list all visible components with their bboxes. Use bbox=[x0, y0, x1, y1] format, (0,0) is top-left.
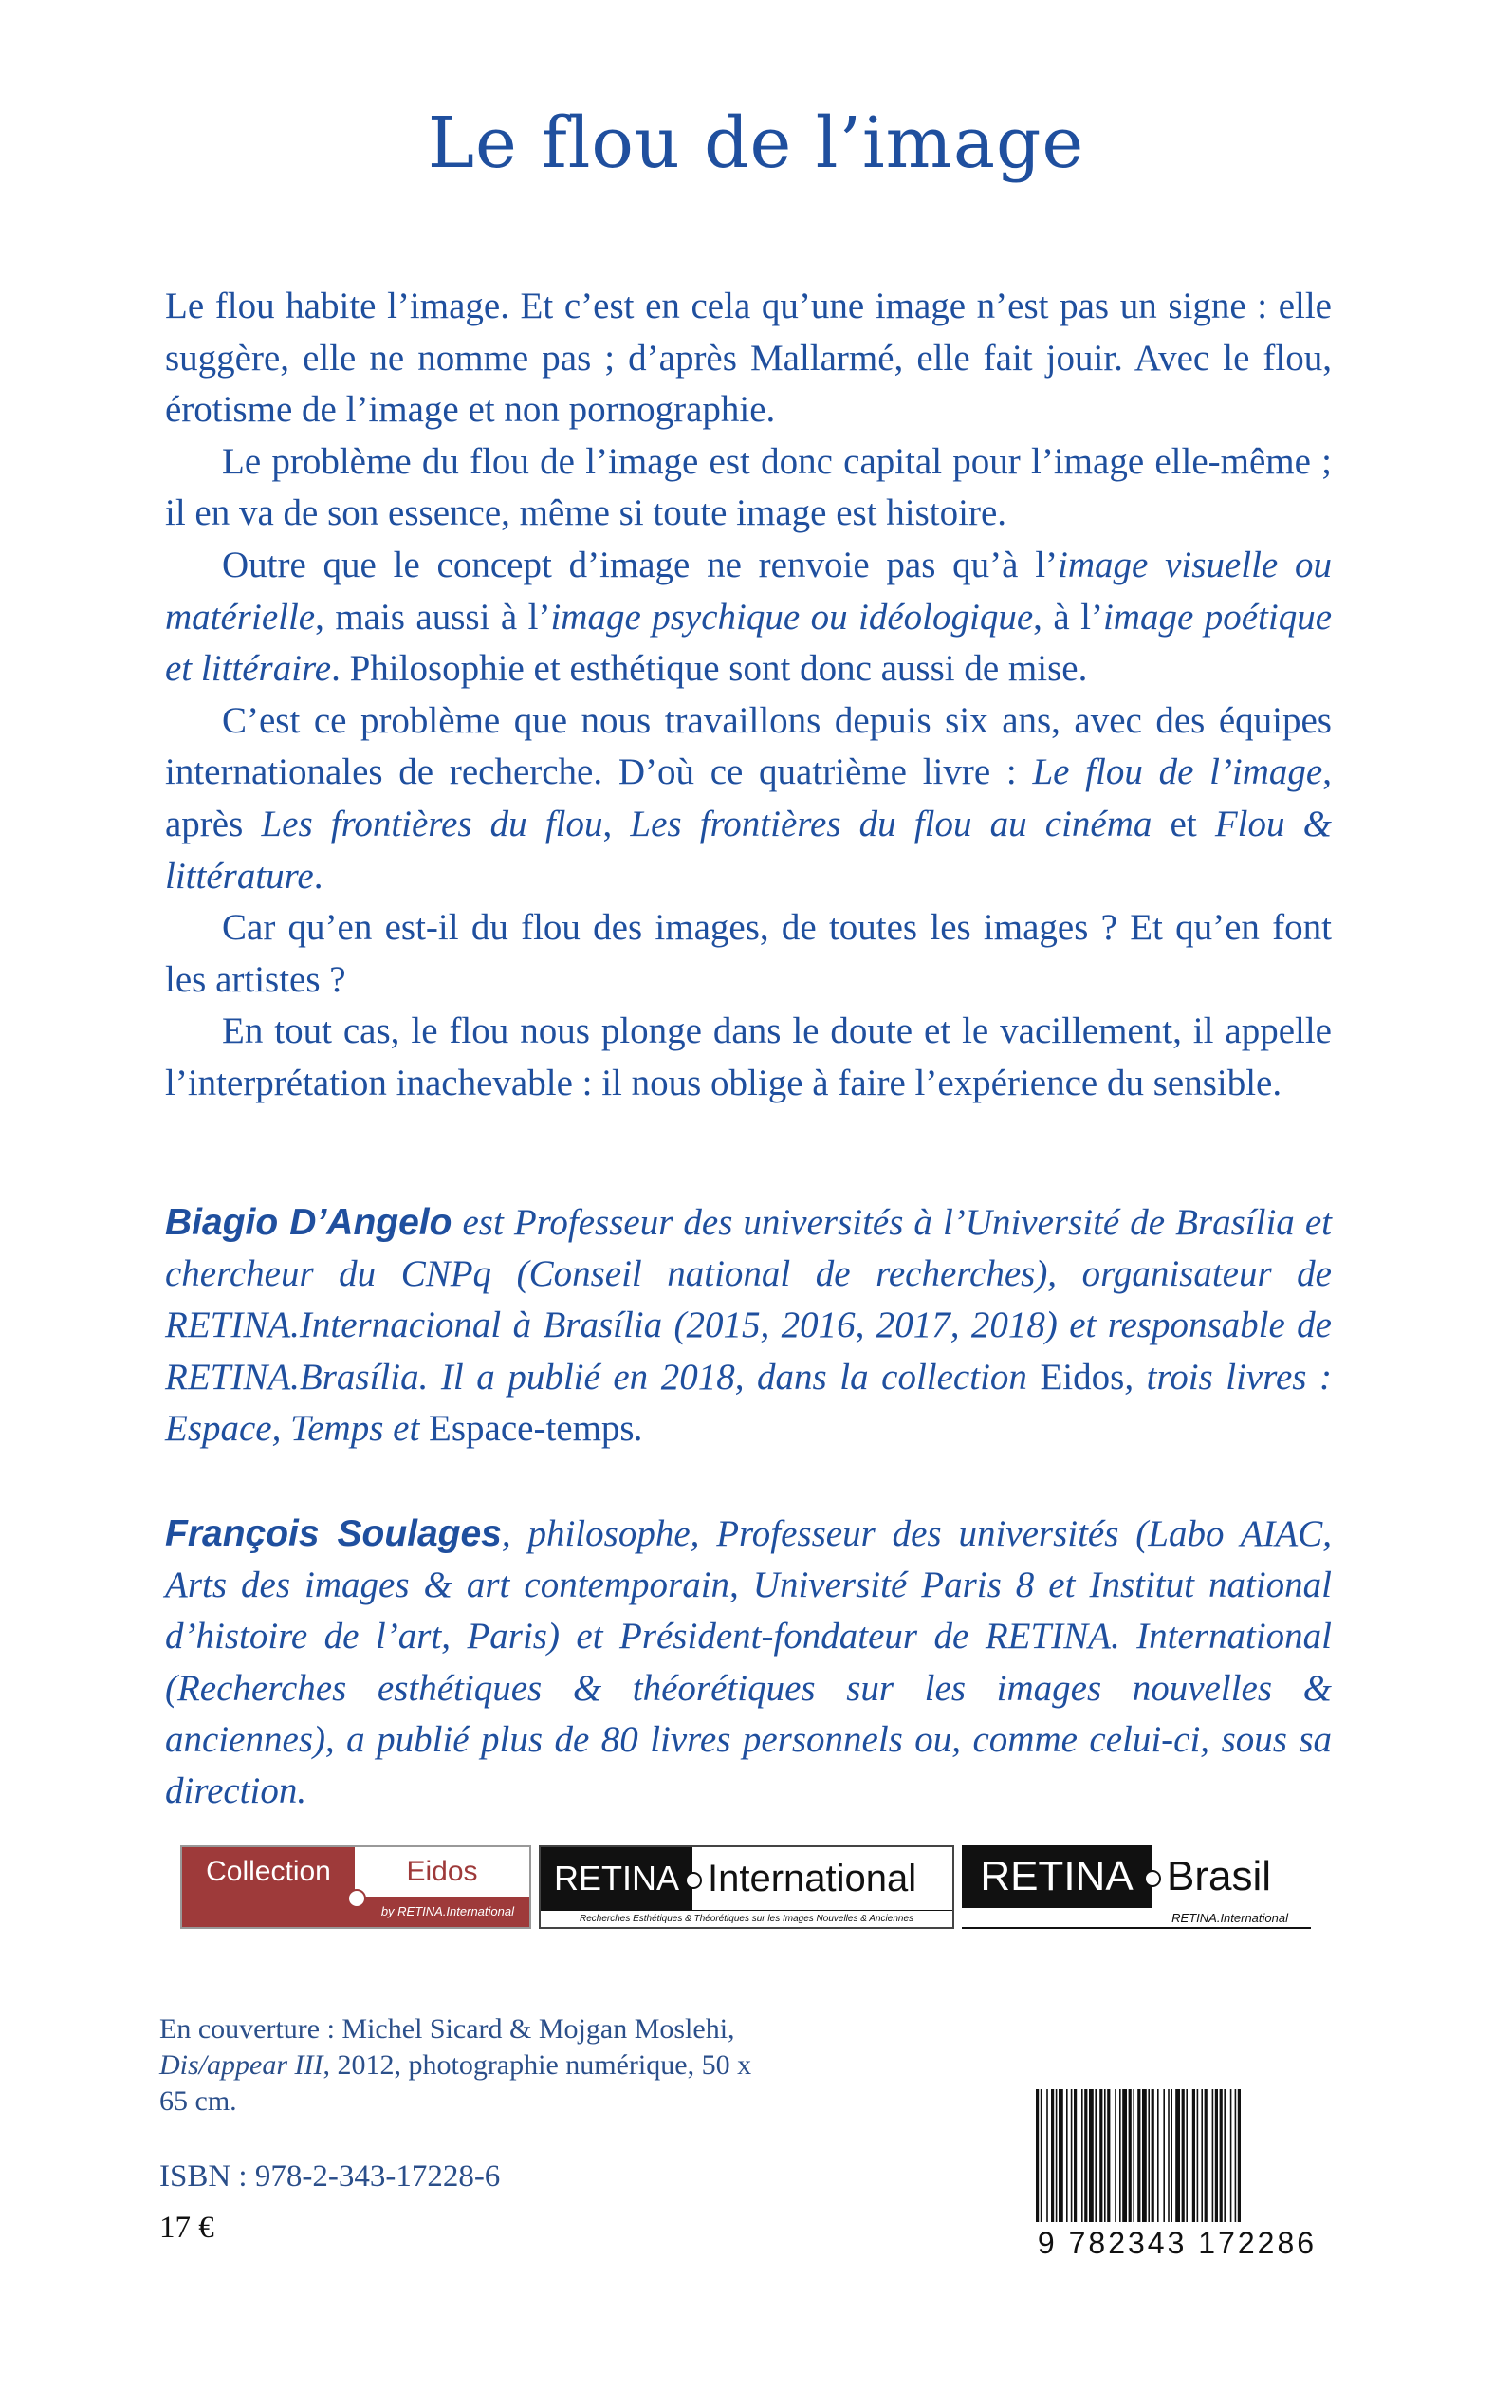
collection-name: Eidos bbox=[1040, 1356, 1125, 1398]
credit-text: , 2012, photographie numérique, 50 x 65 cm. bbox=[159, 2049, 752, 2117]
paragraph-text: Le problème du flou de l’image est donc capital pour l’image elle-même ; il en va de son essence, même si toute image est histoire. bbox=[165, 440, 1332, 534]
paragraph-text: En tout cas, le flou nous plonge dans le doute et le vacillement, il appelle l’interprétation inachevable : il nous oblige à faire l’expérience du sensible. bbox=[165, 1010, 1332, 1103]
text-run: , bbox=[602, 803, 631, 844]
author-name: François Soulages bbox=[165, 1513, 502, 1554]
italic-run: image poétique et littéraire bbox=[165, 596, 1332, 690]
barcode-bar bbox=[1142, 2089, 1147, 2222]
barcode-bar bbox=[1122, 2089, 1127, 2222]
blurb bbox=[165, 281, 1332, 1110]
logo-text: Eidos bbox=[406, 1856, 478, 1887]
text-run: . Philosophie et esthétique sont donc aussi de mise. bbox=[331, 648, 1088, 690]
paragraph-6 bbox=[165, 1006, 1332, 1109]
barcode-bar bbox=[1095, 2089, 1097, 2222]
barcode-bar bbox=[1081, 2089, 1083, 2222]
barcode-bar bbox=[1089, 2089, 1094, 2222]
barcode-bar bbox=[1066, 2089, 1068, 2222]
barcode-bar bbox=[1152, 2089, 1154, 2222]
text-run: et bbox=[1152, 803, 1215, 844]
barcode-bar bbox=[1059, 2089, 1063, 2222]
barcode-bar bbox=[1157, 2089, 1159, 2222]
barcode-bar bbox=[1099, 2089, 1102, 2222]
barcode-bar bbox=[1074, 2089, 1077, 2222]
paragraph-text: Le flou habite l’image. Et c’est en cela qu’une image n’est pas un signe : elle suggère, elle ne nomme pas ; d’après Mallarmé, elle fait jouir. Avec le flou, érotisme de l’image et non pornographie. bbox=[165, 286, 1332, 431]
bio-text: . bbox=[634, 1407, 644, 1449]
logo-text: International bbox=[708, 1858, 917, 1899]
barcode bbox=[1030, 2085, 1324, 2268]
author-bio-soulages bbox=[165, 1509, 1332, 1817]
dot-icon bbox=[347, 1889, 366, 1908]
barcode-bar bbox=[1205, 2089, 1208, 2222]
barcode-bar bbox=[1119, 2089, 1121, 2222]
price: 17 € bbox=[159, 2211, 214, 2245]
barcode-bar bbox=[1238, 2089, 1241, 2222]
book-name: Espace-temps bbox=[429, 1407, 635, 1449]
barcode-bar bbox=[1224, 2089, 1226, 2222]
credit-text: En couverture : Michel Sicard & Mojgan Moslehi, bbox=[159, 2013, 735, 2045]
barcode-bar bbox=[1171, 2089, 1172, 2222]
barcode-bar bbox=[1163, 2089, 1165, 2222]
barcode-bar bbox=[1051, 2089, 1054, 2222]
text-run: , à l’ bbox=[1033, 596, 1103, 638]
dot-icon bbox=[1144, 1870, 1161, 1887]
paragraph-4 bbox=[165, 695, 1332, 902]
book-title: Le flou de l’image bbox=[427, 102, 1085, 184]
barcode-bar bbox=[1041, 2089, 1042, 2222]
cover-credit bbox=[159, 2011, 766, 2120]
logo-subtext: RETINA.International bbox=[962, 1908, 1311, 1929]
barcode-bar bbox=[1212, 2089, 1214, 2222]
paragraph-3 bbox=[165, 540, 1332, 695]
bio-text: , trois livres : Espace, Temps et bbox=[165, 1356, 1333, 1449]
barcode-bars bbox=[1030, 2085, 1324, 2228]
logo-text: RETINA bbox=[541, 1847, 692, 1910]
logo-text: Collection bbox=[182, 1847, 355, 1897]
logo-subtext: by RETINA.International bbox=[182, 1897, 529, 1927]
logo-subtext: Recherches Esthétiques & Théorétiques sur les Images Nouvelles & Anciennes bbox=[541, 1910, 952, 1928]
barcode-bar bbox=[1197, 2089, 1199, 2222]
barcode-bar bbox=[1133, 2089, 1134, 2222]
barcode-bar bbox=[1107, 2089, 1110, 2222]
barcode-bar bbox=[1235, 2089, 1237, 2222]
barcode-bar bbox=[1137, 2089, 1140, 2222]
barcode-bar bbox=[1201, 2089, 1203, 2222]
barcode-bar bbox=[1220, 2089, 1223, 2222]
barcode-bar bbox=[1129, 2089, 1132, 2222]
paragraph-1 bbox=[165, 281, 1332, 436]
barcode-bar bbox=[1230, 2089, 1232, 2222]
italic-run: Les frontières du flou bbox=[261, 803, 603, 844]
barcode-bar bbox=[1186, 2089, 1188, 2222]
barcode-bar bbox=[1084, 2089, 1087, 2222]
paragraph-2 bbox=[165, 436, 1332, 540]
text-run: Outre que le concept d’image ne renvoie pas qu’à l’ bbox=[222, 544, 1059, 585]
barcode-bar bbox=[1056, 2089, 1058, 2222]
bio-text: est Professeur des universités à l’Université de Brasília et chercheur du CNPq (Conseil national de recherches), organisateur de RETINA.Internacional à Brasília (2015, 2016, 2017, 2018) et responsable de RETINA.Brasília. Il a publié en 2018, dans la collection bbox=[165, 1202, 1332, 1398]
text-run: , mais aussi à l’ bbox=[315, 596, 551, 638]
isbn: ISBN : 978-2-343-17228-6 bbox=[159, 2159, 501, 2194]
text-run: C’est ce problème que nous travaillons depuis six ans, avec des équipes internationales de recherche. D’où ce quatrième livre : bbox=[165, 699, 1332, 793]
barcode-bar bbox=[1046, 2089, 1048, 2222]
barcode-bar bbox=[1175, 2089, 1180, 2222]
italic-run: Les frontières du flou au cinéma bbox=[630, 803, 1152, 844]
barcode-bar bbox=[1104, 2089, 1106, 2222]
barcode-bar bbox=[1148, 2089, 1150, 2222]
collection-eidos-logo bbox=[180, 1845, 531, 1929]
barcode-bar bbox=[1168, 2089, 1170, 2222]
artwork-title: Dis/appear III bbox=[159, 2049, 323, 2081]
barcode-bar bbox=[1192, 2089, 1195, 2222]
barcode-bar bbox=[1115, 2089, 1116, 2222]
italic-run: Flou & littérature bbox=[165, 803, 1332, 897]
text-run: . bbox=[313, 855, 323, 897]
author-bio-dangelo bbox=[165, 1197, 1332, 1454]
italic-run: Le flou de l’image bbox=[1032, 751, 1323, 793]
italic-run: image visuelle ou matérielle bbox=[165, 544, 1332, 638]
barcode-bar bbox=[1182, 2089, 1185, 2222]
barcode-bar bbox=[1215, 2089, 1218, 2222]
author-name: Biagio D’Angelo bbox=[165, 1202, 452, 1243]
barcode-number: 9 782343 172286 bbox=[1037, 2226, 1318, 2260]
dot-icon bbox=[685, 1872, 702, 1889]
barcode-bar bbox=[1036, 2089, 1039, 2222]
bio-text: , philosophe, Professeur des universités (Labo AIAC, Arts des images & art contemporain, Université Paris 8 et Institut national d’histoire de l’art, Paris) et Président-fondateur de RETINA. International (Recherches esthétiques & théorétiques sur les images nouvelles & anciennes), a publié plus de 80 livres personnels ou, comme celui-ci, sous sa direction. bbox=[165, 1513, 1332, 1812]
italic-run: image psychique ou idéologique bbox=[550, 596, 1034, 638]
logo-text: Brasil bbox=[1167, 1853, 1272, 1899]
retina-brasil-logo bbox=[962, 1845, 1311, 1925]
text-run: , après bbox=[165, 751, 1332, 844]
retina-international-logo bbox=[539, 1845, 954, 1929]
paragraph-5 bbox=[165, 902, 1332, 1006]
paragraph-text: Car qu’en est-il du flou des images, de toutes les images ? Et qu’en font les artistes ? bbox=[165, 907, 1332, 1000]
barcode-bar bbox=[1071, 2089, 1073, 2222]
logo-text: RETINA bbox=[962, 1845, 1152, 1908]
